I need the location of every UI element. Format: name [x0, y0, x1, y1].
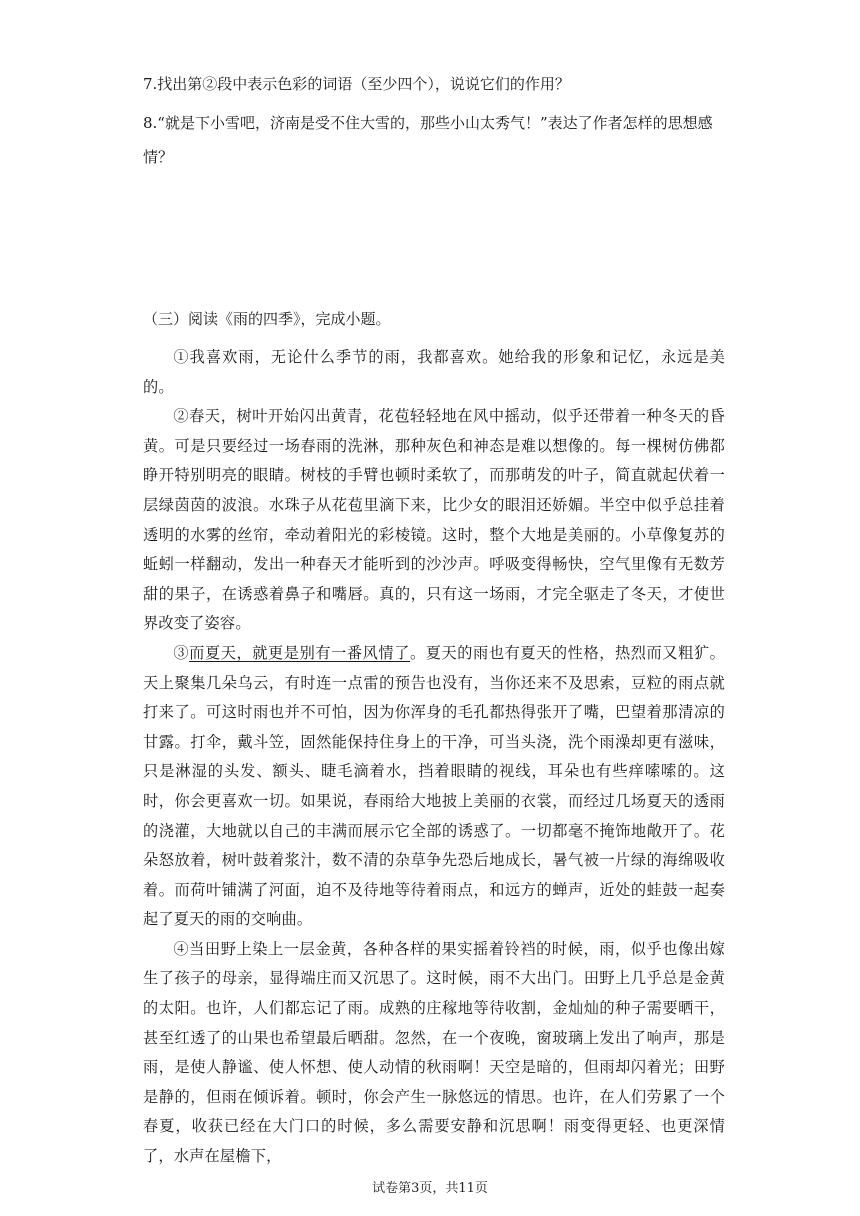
paragraph-3 [143, 639, 725, 935]
paragraph-3-rest: 。夏天的雨也有夏天的性格，热烈而又粗犷。天上聚集几朵乌云，有时连一点雷的预告也没有，当你还来不及思索，豆粒的雨点就打来了。可这时雨也并不可怕，因为你浑身的毛孔都热得张开了嘴，巴望着那清凉的甘露。打伞，戴斗笠，固然能保持住身上的干净，可当头浇，洗个雨澡却更有滋味，只是淋湿的头发、额头、睫毛滴着水，挡着眼睛的视线，耳朵也有些痒嗦嗦的。这时，你会更喜欢一切。如果说，春雨给大地披上美丽的衣裳，而经过几场夏天的透雨的浇灌，大地就以自己的丰满而展示它全部的诱惑了。一切都毫不掩饰地敞开了。花朵怒放着，树叶鼓着浆汁，数不清的杂草争先恐后地成长，暑气被一片绿的海绵吸收着。而荷叶铺满了河面，迫不及待地等待着雨点，和远方的蝉声，近处的蛙鼓一起奏起了夏天的雨的交响曲。 [143, 643, 726, 929]
reading-passage [143, 343, 725, 1172]
paragraph-3-number: ③ [173, 643, 190, 662]
paragraph-2: ②春天，树叶开始闪出黄青，花苞轻轻地在风中摇动，似乎还带着一种冬天的昏黄。可是只要经过一场春雨的洗淋，那种灰色和神态是难以想像的。每一棵树仿佛都睁开特别明亮的眼睛。树枝的手臂也顿时柔软了，而那萌发的叶子，简直就起伏着一层绿茵茵的波浪。水珠子从花苞里滴下来，比少女的眼泪还娇媚。半空中似乎总挂着透明的水雾的丝帘，牵动着阳光的彩棱镜。这时，整个大地是美丽的。小草像复苏的蚯蚓一样翻动，发出一种春天才能听到的沙沙声。呼吸变得畅快，空气里像有无数芳甜的果子，在诱惑着鼻子和嘴唇。真的，只有这一场雨，才完全驱走了冬天，才使世界改变了姿容。 [143, 407, 725, 633]
paragraph-1: ①我喜欢雨，无论什么季节的雨，我都喜欢。她给我的形象和记忆，永远是美的。 [143, 348, 725, 396]
underlined-sentence: 而夏天，就更是别有一番风情了 [189, 643, 410, 662]
page-footer: 试卷第3页，共11页 [372, 1181, 488, 1196]
question-7: 7.找出第②段中表示色彩的词语（至少四个），说说它们的作用？ [143, 75, 570, 93]
section-title: （三）阅读《雨的四季》，完成小题。 [143, 310, 391, 328]
question-8: 8.“就是下小雪吧，济南是受不住大雪的，那些小山太秀气！”表达了作者怎样的思想感情？ [143, 114, 713, 166]
paragraph-4: ④当田野上染上一层金黄，各种各样的果实摇着铃裆的时候，雨，似乎也像出嫁生了孩子的母亲，显得端庄而又沉思了。这时候，雨不大出门。田野上几乎总是金黄的太阳。也许，人们都忘记了雨。成熟的庄稼地等待收割，金灿灿的种子需要晒干，甚至红透了的山果也希望最后晒甜。忽然，在一个夜晚，窗玻璃上发出了响声，那是雨，是使人静谧、使人怀想、使人动情的秋雨啊！天空是暗的，但雨却闪着光；田野是静的，但雨在倾诉着。顿时，你会产生一脉悠远的情思。也许，在人们劳累了一个春夏，收获已经在大门口的时候，多么需要安静和沉思啊！雨变得更轻、也更深情了，水声在屋檐下， [143, 939, 725, 1166]
